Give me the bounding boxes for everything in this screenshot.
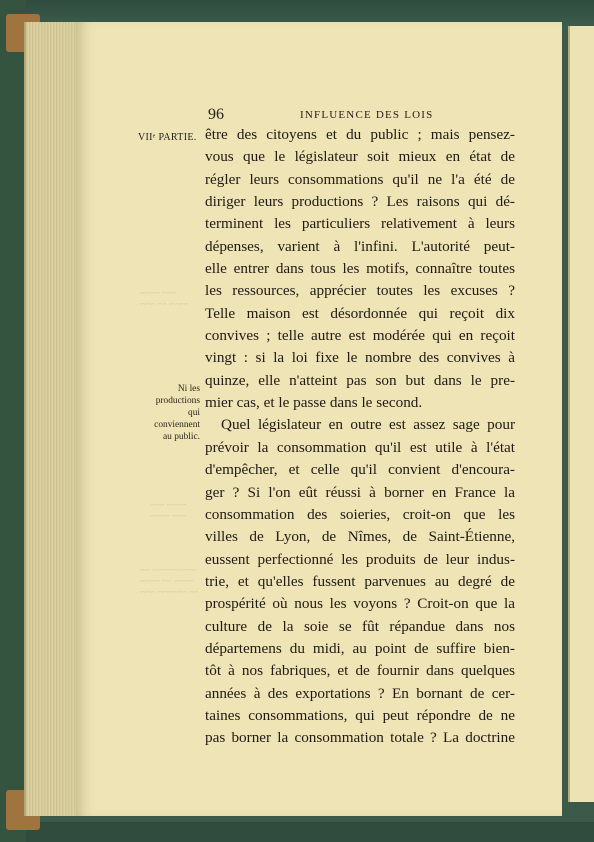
text-line: ger ? Si l'on eût réussi à borner en France la <box>205 483 515 501</box>
part-label: VIIᵉ PARTIE. <box>138 132 197 143</box>
text-line: dépenses, varient à l'infini. L'autorité peut- <box>205 237 515 255</box>
text-line: eussent perfectionné les produits de leur indus- <box>205 550 515 568</box>
bleed-through-mark: ~~~~ ~~~ ~~~ ~~~~ <box>150 500 187 521</box>
text-line: convives ; telle autre est modérée qui en reçoit <box>205 327 515 345</box>
text-line: trie, et qu'elles fussent parvenues au degré de <box>205 572 515 590</box>
text-line: vingt : si la loi fixe le nombre des convives à <box>205 349 515 367</box>
text-line: d'empêcher, et celle qu'il convient d'encoura- <box>205 461 515 479</box>
text-line: mier cas, et le passe dans le second. <box>205 394 423 412</box>
margin-note-line: productions <box>155 396 200 406</box>
text-line: prévoir la consommation qu'il est utile à l'état <box>205 438 515 456</box>
text-line: taines consommations, qui peut répondre de ne <box>205 706 515 724</box>
text-line: pas borner la consommation totale ? La doctrine <box>205 729 515 747</box>
running-title: INFLUENCE DES LOIS <box>300 109 434 121</box>
text-line: régler leurs consommations qu'il ne l'a été de <box>205 170 515 188</box>
text-line: départemens du midi, au point de suffire bien- <box>205 639 515 657</box>
text-line: prospérité où nous les voyons ? Croit-on que la <box>205 595 515 613</box>
margin-note <box>140 383 200 443</box>
text-line: quinze, elle n'atteint pas son but dans le pre- <box>205 371 515 389</box>
text-line: Quel législateur en outre est assez sage pour <box>221 416 515 434</box>
facing-page-edge <box>568 26 594 802</box>
text-line: les ressources, apprécier toutes les excuses ? <box>205 282 515 300</box>
text-line: être des citoyens et du public ; mais pensez- <box>205 126 515 143</box>
bleed-through-mark: ~~~~~~~~~ ~~ ~~~~ ~~ ~~~~ ~~ ~~~~~~ ~~~ <box>140 565 199 597</box>
text-line: elle entrer dans tous les motifs, connaître toutes <box>205 260 515 278</box>
margin-note-line: conviennent <box>154 420 200 430</box>
margin-note-line: qui <box>188 408 200 418</box>
text-line: vous que le législateur soit mieux en état de <box>205 148 515 166</box>
running-head <box>208 106 548 126</box>
bleed-through-mark: ~~~ ~~~~ ~~~~ ~~ ~~~ <box>140 288 189 309</box>
cover-board-bottom <box>0 822 594 842</box>
page-number: 96 <box>208 106 224 123</box>
text-line: tôt à nos fabriques, et de fournir dans quelques <box>205 662 515 680</box>
body-text <box>205 124 515 750</box>
page-edges <box>24 22 82 816</box>
text-line: diriger leurs productions ? Les raisons qui dé- <box>205 193 515 211</box>
text-line: terminent les particuliers relativement à leurs <box>205 215 515 233</box>
text-line: consommation des soieries, croit-on que les <box>205 505 515 523</box>
text-line: années à des exportations ? En bornant de cer- <box>205 684 515 702</box>
margin-note-line: au public. <box>163 432 200 442</box>
cover-board-left <box>0 0 26 842</box>
margin-note-line: Ni les <box>177 384 200 394</box>
text-line: Telle maison est désordonnée qui reçoit dix <box>205 304 515 322</box>
text-line: villes de Lyon, de Nîmes, de Saint-Étienne, <box>205 528 515 546</box>
text-line: culture de la soie se fût répandue dans nos <box>205 617 515 635</box>
